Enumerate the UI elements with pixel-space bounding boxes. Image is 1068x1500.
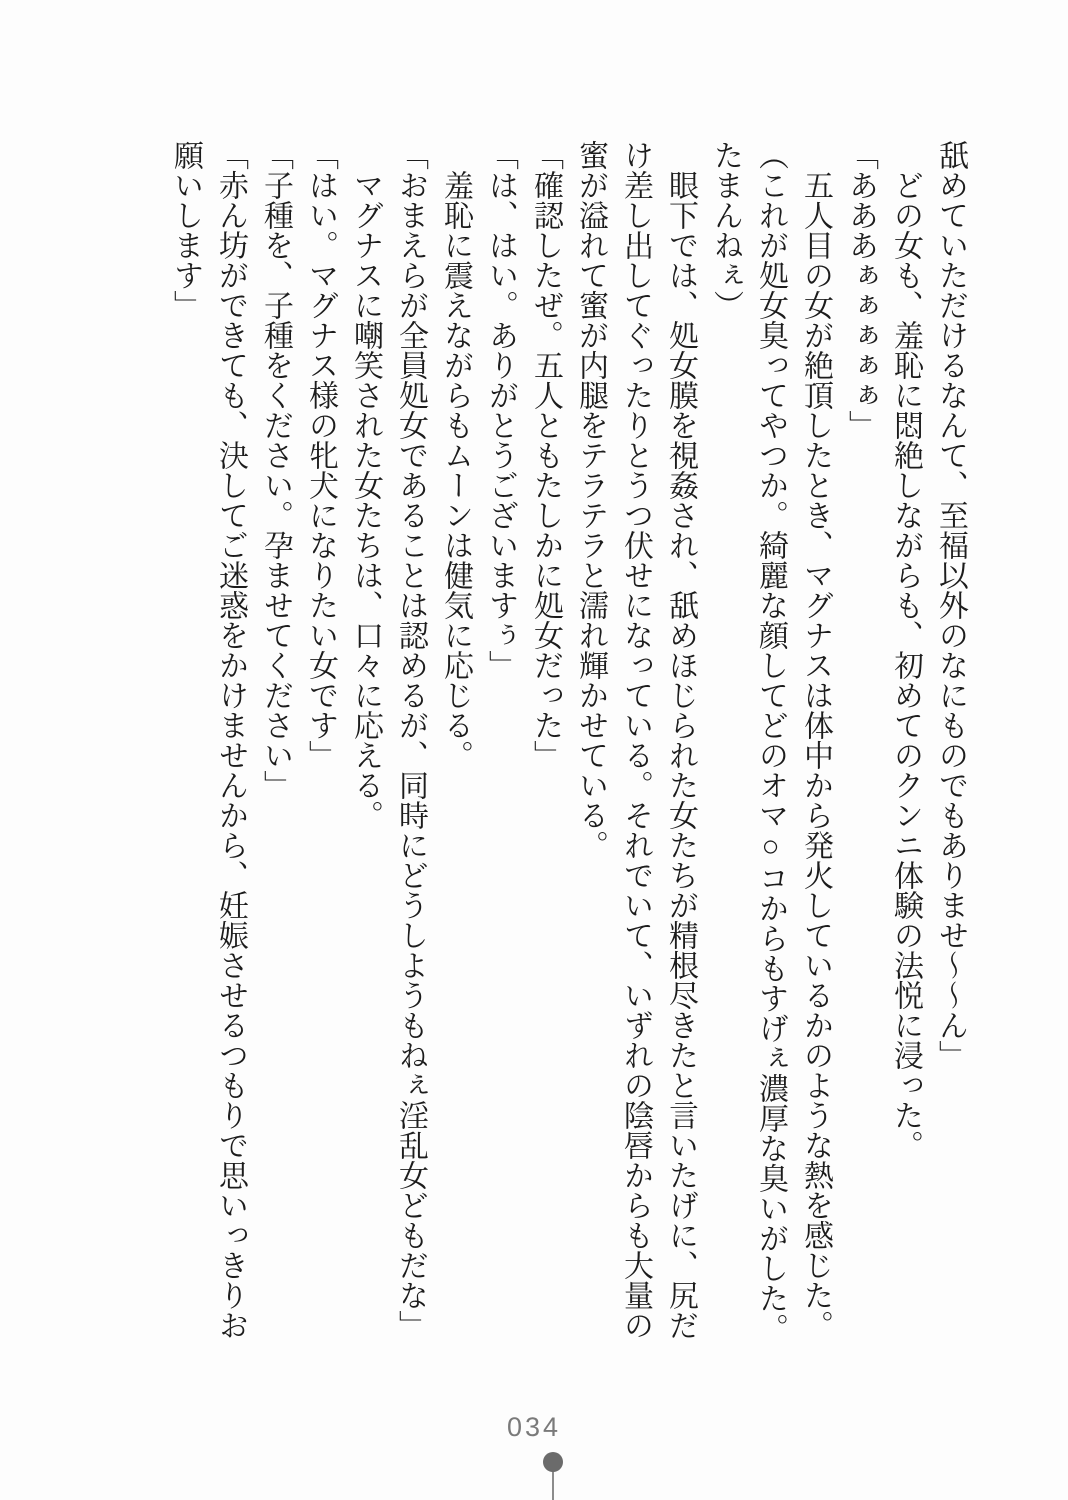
paragraph: どの女も、羞恥に悶絶しながらも、初めてのクンニ体験の法悦に浸った。 <box>889 170 922 1160</box>
paragraph: （これが処女臭ってやつか。綺麗な顔してどのオマ○コからもすげぇ濃厚な臭いがした。たまんねぇ） <box>709 140 787 1343</box>
paragraph: 眼下では、処女膜を視姦され、舐めほじられた女たちが精根尽きたと言いたげに、尻だけ差し出してぐったりとうつ伏せになっている。それでいて、いずれの陰唇からも大量の蜜が溢れて蜜が内腿をテラテラと濡れ輝かせている。 <box>574 140 697 1340</box>
paragraph: 「赤ん坊ができても、決してご迷惑をかけませんから、妊娠させるつもりで思いっきりお願いします」 <box>169 140 247 1340</box>
paragraph: 「おまえらが全員処女であることは認めるが、同時にどうしようもねぇ淫乱女どもだな」 <box>394 140 427 1340</box>
paragraph: 「は、はい。ありがとうございますぅ」 <box>484 140 517 680</box>
paragraph: 「確認したぜ。五人ともたしかに処女だった」 <box>529 140 562 770</box>
paragraph: 「はい。マグナス様の牝犬になりたい女です」 <box>304 140 337 770</box>
paragraph: 羞恥に震えながらもムーンは健気に応じる。 <box>439 170 472 770</box>
footer-dot-icon <box>543 1452 563 1472</box>
paragraph: マグナスに嘲笑された女たちは、口々に応える。 <box>349 170 382 830</box>
paragraph: 五人目の女が絶頂したとき、マグナスは体中から発火しているかのような熱を感じた。 <box>799 170 832 1340</box>
footer-ornament <box>543 1452 563 1500</box>
vertical-text-body <box>163 140 973 1345</box>
page-number: 034 <box>506 1412 562 1442</box>
paragraph: 舐めていただけるなんて、至福以外のなにものでもありませ～～ん」 <box>934 140 967 1070</box>
paragraph: 「子種を、子種をください。孕ませてください」 <box>259 140 292 800</box>
paragraph: 「あああぁぁぁぁぁ」 <box>844 140 877 440</box>
